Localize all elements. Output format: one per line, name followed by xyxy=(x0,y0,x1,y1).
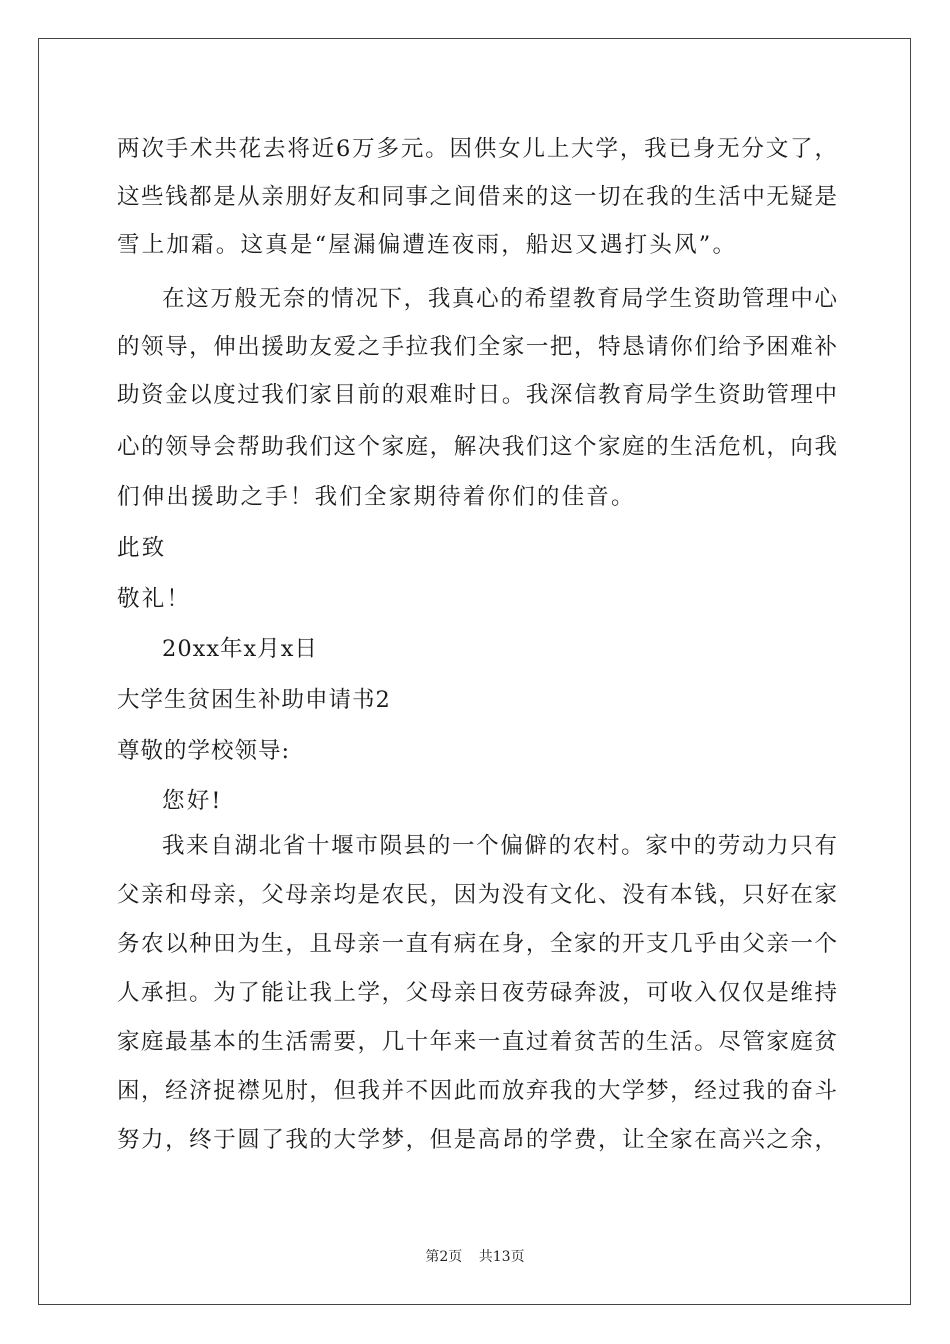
closing-salutation: 此致 xyxy=(117,535,167,561)
page-number: 第2页 xyxy=(425,1249,463,1265)
text-line: 人承担。为了能让我上学，父母亲日夜劳碌奔波，可收入仅仅是维持 xyxy=(117,980,837,1006)
closing-regards: 敬礼！ xyxy=(117,586,192,612)
page-footer xyxy=(0,1246,950,1266)
page-border xyxy=(38,38,911,1305)
page-total: 共13页 xyxy=(478,1249,525,1265)
greeting-hello: 您好! xyxy=(162,788,223,814)
text-line: 们伸出援助之手！我们全家期待着你们的佳音。 xyxy=(117,484,636,510)
text-line: 助资金以度过我们家目前的艰难时日。我深信教育局学生资助管理中 xyxy=(117,382,837,408)
text-line: 这些钱都是从亲朋好友和同事之间借来的这一切在我的生活中无疑是 xyxy=(117,184,837,210)
section-title: 大学生贫困生补助申请书2 xyxy=(117,687,391,713)
text-line: 雪上加霜。这真是“屋漏偏遭连夜雨，船迟又遇打头风”。 xyxy=(117,232,738,258)
text-line: 父亲和母亲，父母亲均是农民，因为没有文化、没有本钱，只好在家 xyxy=(117,882,837,908)
text-line: 家庭最基本的生活需要，几十年来一直过着贫苦的生活。尽管家庭贫 xyxy=(117,1029,837,1055)
greeting-line: 尊敬的学校领导: xyxy=(117,738,291,764)
text-line: 在这万般无奈的情况下，我真心的希望教育局学生资助管理中心 xyxy=(162,286,837,312)
text-line: 我来自湖北省十堰市陨县的一个偏僻的农村。家中的劳动力只有 xyxy=(162,833,837,859)
text-line: 的领导，伸出援助友爱之手拉我们全家一把，特恳请你们给予困难补 xyxy=(117,334,837,360)
text-line: 努力，终于圆了我的大学梦，但是高昂的学费，让全家在高兴之余， xyxy=(117,1127,837,1153)
text-line: 困，经济捉襟见肘，但我并不因此而放弃我的大学梦，经过我的奋斗 xyxy=(117,1078,837,1104)
text-line: 两次手术共花去将近6万多元。因供女儿上大学，我已身无分文了， xyxy=(117,136,837,162)
text-line: 心的领导会帮助我们这个家庭，解决我们这个家庭的生活危机，向我 xyxy=(117,434,837,460)
text-line: 务农以种田为生，且母亲一直有病在身，全家的开支几乎由父亲一个 xyxy=(117,931,837,957)
letter-date: 20xx年x月x日 xyxy=(162,636,318,662)
